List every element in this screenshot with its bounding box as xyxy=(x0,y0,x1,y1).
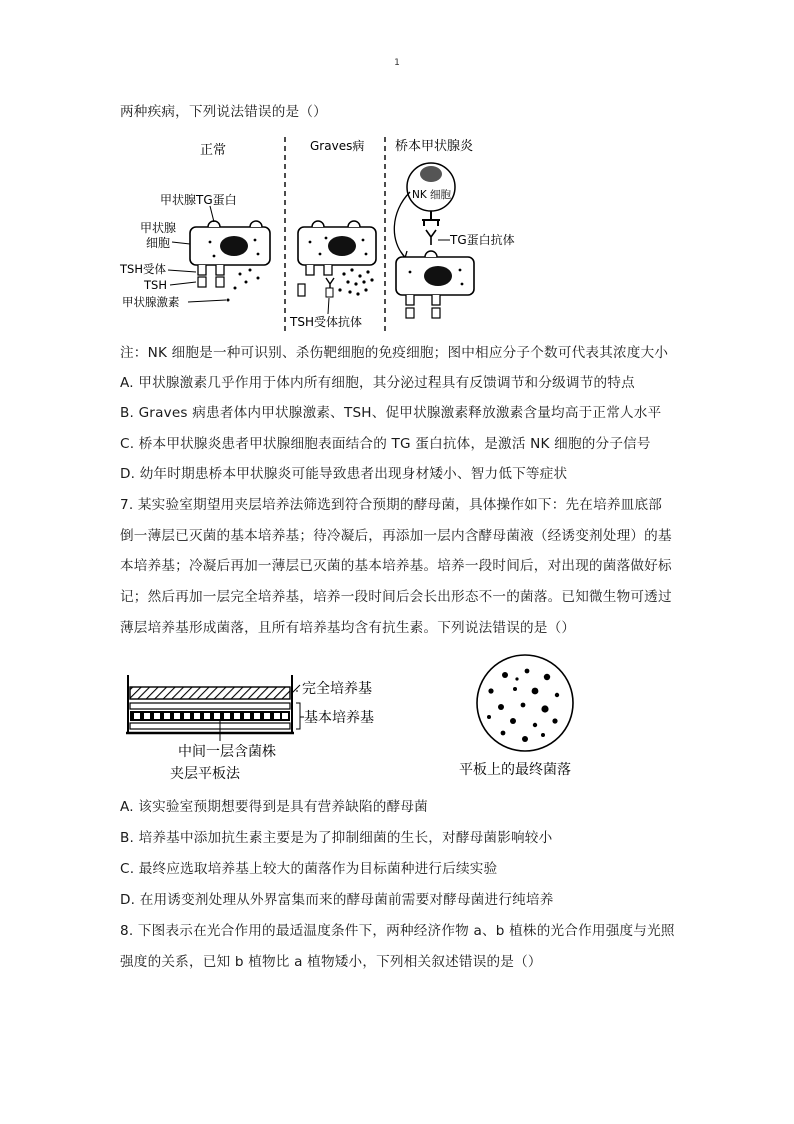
q7-option-c: C. 最终应选取培养基上较大的菌落作为目标菌种进行后续实验 xyxy=(120,861,498,877)
q8-stem-line-1: 8. 下图表示在光合作用的最适温度条件下，两种经济作物 a、b 植株的光合作用强度与光照 xyxy=(120,923,675,939)
nk-cell xyxy=(407,163,455,226)
q6-thyroid-figure xyxy=(110,132,515,332)
q7-option-a: A. 该实验室预期想要得到是具有营养缺陷的酵母菌 xyxy=(120,799,428,815)
label-basic-medium: 基本培养基 xyxy=(304,710,374,726)
q7-option-b: B. 培养基中添加抗生素主要是为了抑制细菌的生长，对酵母菌影响较小 xyxy=(120,830,553,846)
hashimoto-cell xyxy=(396,251,474,318)
hashimoto-antibody xyxy=(426,230,436,245)
label-thyroid-cell-1: 甲状腺 xyxy=(140,221,177,235)
normal-cell xyxy=(190,221,270,302)
panel-title-hashimoto: 桥本甲状腺炎 xyxy=(395,139,474,154)
q6-option-a: A. 甲状腺激素几乎作用于体内所有细胞，其分泌过程具有反馈调节和分级调节的特点 xyxy=(120,375,635,391)
panel-title-graves: Graves病 xyxy=(310,139,365,153)
graves-cell xyxy=(298,221,376,297)
q7-final-plate-figure xyxy=(455,655,605,785)
label-tsh: TSH xyxy=(144,278,167,292)
q6-note: 注：NK 细胞是一种可识别、杀伤靶细胞的免疫细胞；图中相应分子个数可代表其浓度大小 xyxy=(120,345,669,361)
complete-medium-layer xyxy=(130,687,290,699)
q6-option-b: B. Graves 病患者体内甲状腺激素、TSH、促甲状腺激素释放激素含量均高于正常人水平 xyxy=(120,405,662,421)
label-tg-antibody: TG蛋白抗体 xyxy=(450,233,515,247)
q7-stem-line-1: 7. 某实验室期望用夹层培养法筛选到符合预期的酵母菌，具体操作如下：先在培养皿底部 xyxy=(120,497,663,513)
q7-option-d: D. 在用诱变剂处理从外界富集而来的酵母菌前需要对酵母菌进行纯培养 xyxy=(120,892,554,908)
q7-stem-line-5: 薄层培养基形成菌落，且所有培养基均含有抗生素。下列说法错误的是（） xyxy=(120,620,576,636)
q8-stem-line-2: 强度的关系，已知 b 植物比 a 植物矮小，下列相关叙述错误的是（） xyxy=(120,954,542,970)
q6-stem: 两种疾病，下列说法错误的是（） xyxy=(120,104,327,120)
basic-medium-bottom xyxy=(130,723,290,729)
q7-stem-line-3: 本培养基；冷凝后再加一薄层已灭菌的基本培养基。培养一段时间后，对出现的菌落做好标 xyxy=(120,558,672,574)
label-tsh-receptor-antibody: TSH受体抗体 xyxy=(290,315,362,329)
caption-final-colonies: 平板上的最终菌落 xyxy=(459,762,571,778)
q6-option-d: D. 幼年时期患桥本甲状腺炎可能导致患者出现身材矮小、智力低下等症状 xyxy=(120,466,568,482)
label-nk-cell: 细胞 xyxy=(430,189,451,201)
label-nk: NK xyxy=(412,189,427,201)
label-tsh-receptor: TSH受体 xyxy=(120,262,166,276)
label-middle-layer: 中间一层含菌株 xyxy=(178,744,276,760)
q6-option-c: C. 桥本甲状腺炎患者甲状腺细胞表面结合的 TG 蛋白抗体，是激活 NK 细胞的分子信号 xyxy=(120,436,651,452)
basic-medium-top xyxy=(130,703,290,709)
label-tg-protein: 甲状腺TG蛋白 xyxy=(160,193,237,207)
q7-stem-line-2: 倒一薄层已灭菌的基本培养基；待冷凝后，再添加一层内含酵母菌液（经诱变剂处理）的基 xyxy=(120,528,672,544)
label-complete-medium: 完全培养基 xyxy=(302,681,372,697)
label-thyroid-cell-2: 细胞 xyxy=(146,236,171,250)
panel-title-normal: 正常 xyxy=(200,143,227,158)
page-number: 1 xyxy=(394,58,400,68)
label-thyroid-hormone: 甲状腺激素 xyxy=(122,295,180,309)
caption-layer-plate: 夹层平板法 xyxy=(170,766,240,782)
q7-stem-line-4: 记；然后再加一层完全培养基，培养一段时间后会长出形态不一的菌落。已知微生物可透过 xyxy=(120,589,672,605)
q7-layer-plate-figure xyxy=(120,665,420,785)
